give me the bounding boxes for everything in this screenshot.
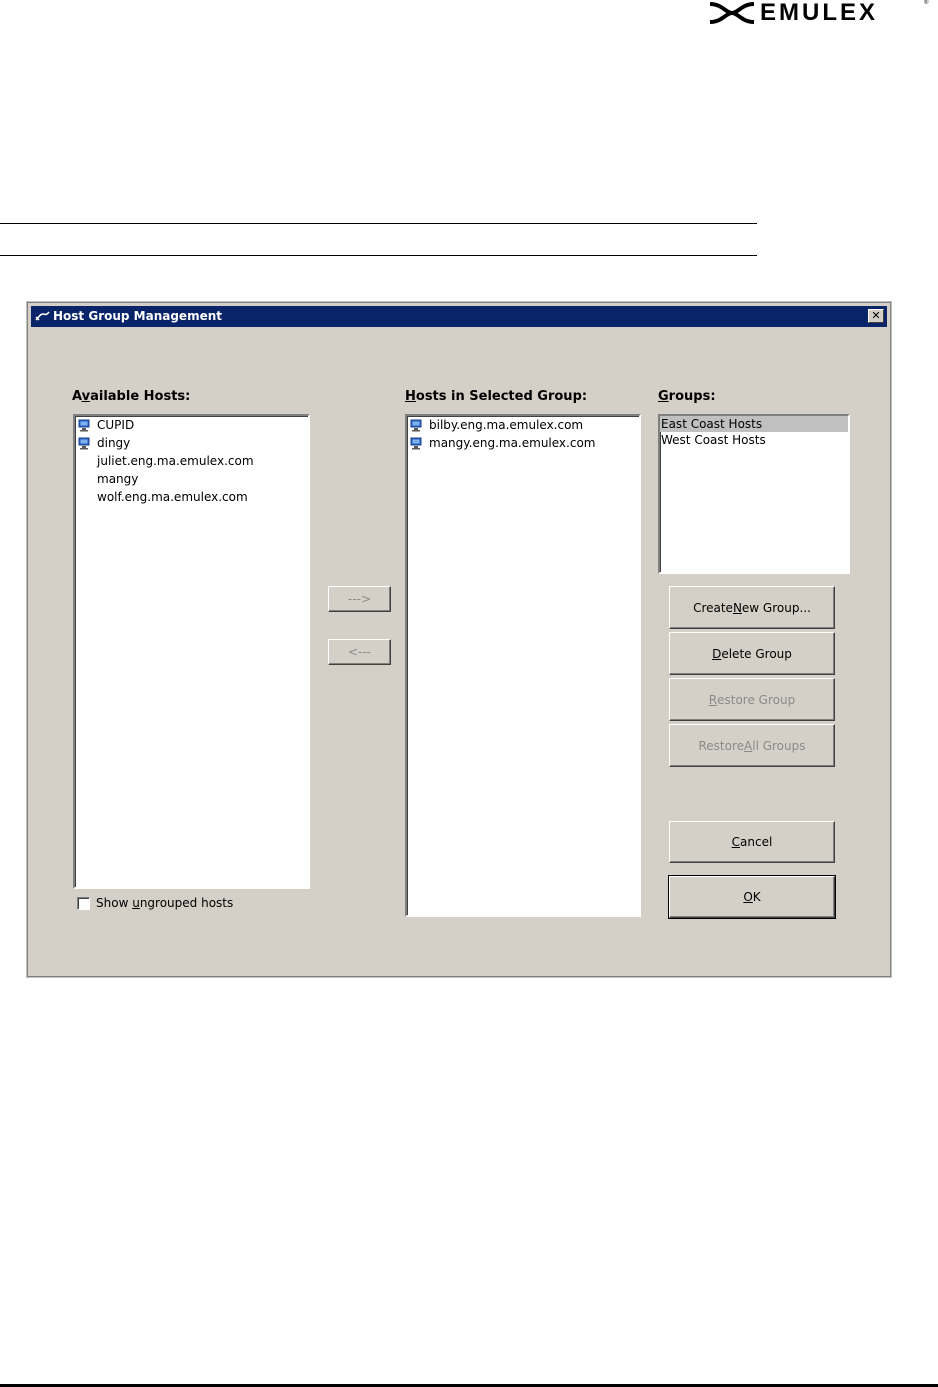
dialog-title: Host Group Management	[53, 309, 222, 323]
logo-text: EMULEX	[760, 0, 879, 26]
groups-list[interactable]	[658, 414, 850, 574]
list-item[interactable]	[75, 452, 308, 470]
create-new-group-button[interactable]: Create N ew Group...	[669, 586, 835, 629]
host-icon	[410, 437, 422, 455]
host-name: mangy	[97, 472, 139, 486]
host-name: wolf.eng.ma.emulex.com	[97, 490, 248, 504]
list-item[interactable]	[75, 488, 308, 506]
hosts-in-selected-group-label: Hosts in Selected Group:	[405, 389, 588, 404]
host-name: juliet.eng.ma.emulex.com	[97, 454, 254, 468]
divider-bottom	[0, 255, 757, 256]
show-ungrouped-label: Show ungrouped hosts	[96, 896, 234, 910]
cancel-button[interactable]: C ancel	[669, 821, 835, 863]
app-icon	[35, 309, 50, 322]
list-item[interactable]	[407, 416, 639, 434]
checkbox[interactable]	[77, 897, 90, 910]
remove-from-group-button[interactable]: <---	[328, 639, 391, 665]
ok-button[interactable]: O K	[669, 876, 835, 918]
emulex-logo-mark-icon	[708, 0, 756, 26]
group-item[interactable]: West Coast Hosts	[661, 433, 766, 447]
list-item[interactable]	[407, 434, 639, 452]
list-item[interactable]	[75, 434, 308, 452]
close-icon: ✕	[871, 309, 881, 322]
divider-top	[0, 223, 757, 224]
host-name: mangy.eng.ma.emulex.com	[429, 436, 596, 450]
groups-label: Groups:	[658, 389, 716, 404]
emulex-logo	[708, 0, 934, 26]
host-name: dingy	[97, 436, 131, 450]
restore-group-button[interactable]: R estore Group	[669, 678, 835, 721]
host-name: bilby.eng.ma.emulex.com	[429, 418, 584, 432]
available-hosts-list[interactable]	[73, 414, 310, 889]
list-item[interactable]	[75, 416, 308, 434]
available-hosts-label: Available Hosts:	[72, 389, 191, 404]
title-bar[interactable]	[31, 306, 887, 327]
host-group-management-dialog	[27, 302, 891, 977]
add-to-group-button[interactable]: --->	[328, 586, 391, 612]
registered-mark: ®	[924, 0, 929, 6]
delete-group-button[interactable]: D elete Group	[669, 632, 835, 675]
host-name: CUPID	[97, 418, 135, 432]
close-button[interactable]	[868, 309, 884, 323]
hosts-in-selected-group-list[interactable]	[405, 414, 641, 917]
group-item[interactable]: East Coast Hosts	[660, 416, 848, 432]
restore-all-groups-button[interactable]: Restore A ll Groups	[669, 724, 835, 767]
list-item[interactable]	[75, 470, 308, 488]
